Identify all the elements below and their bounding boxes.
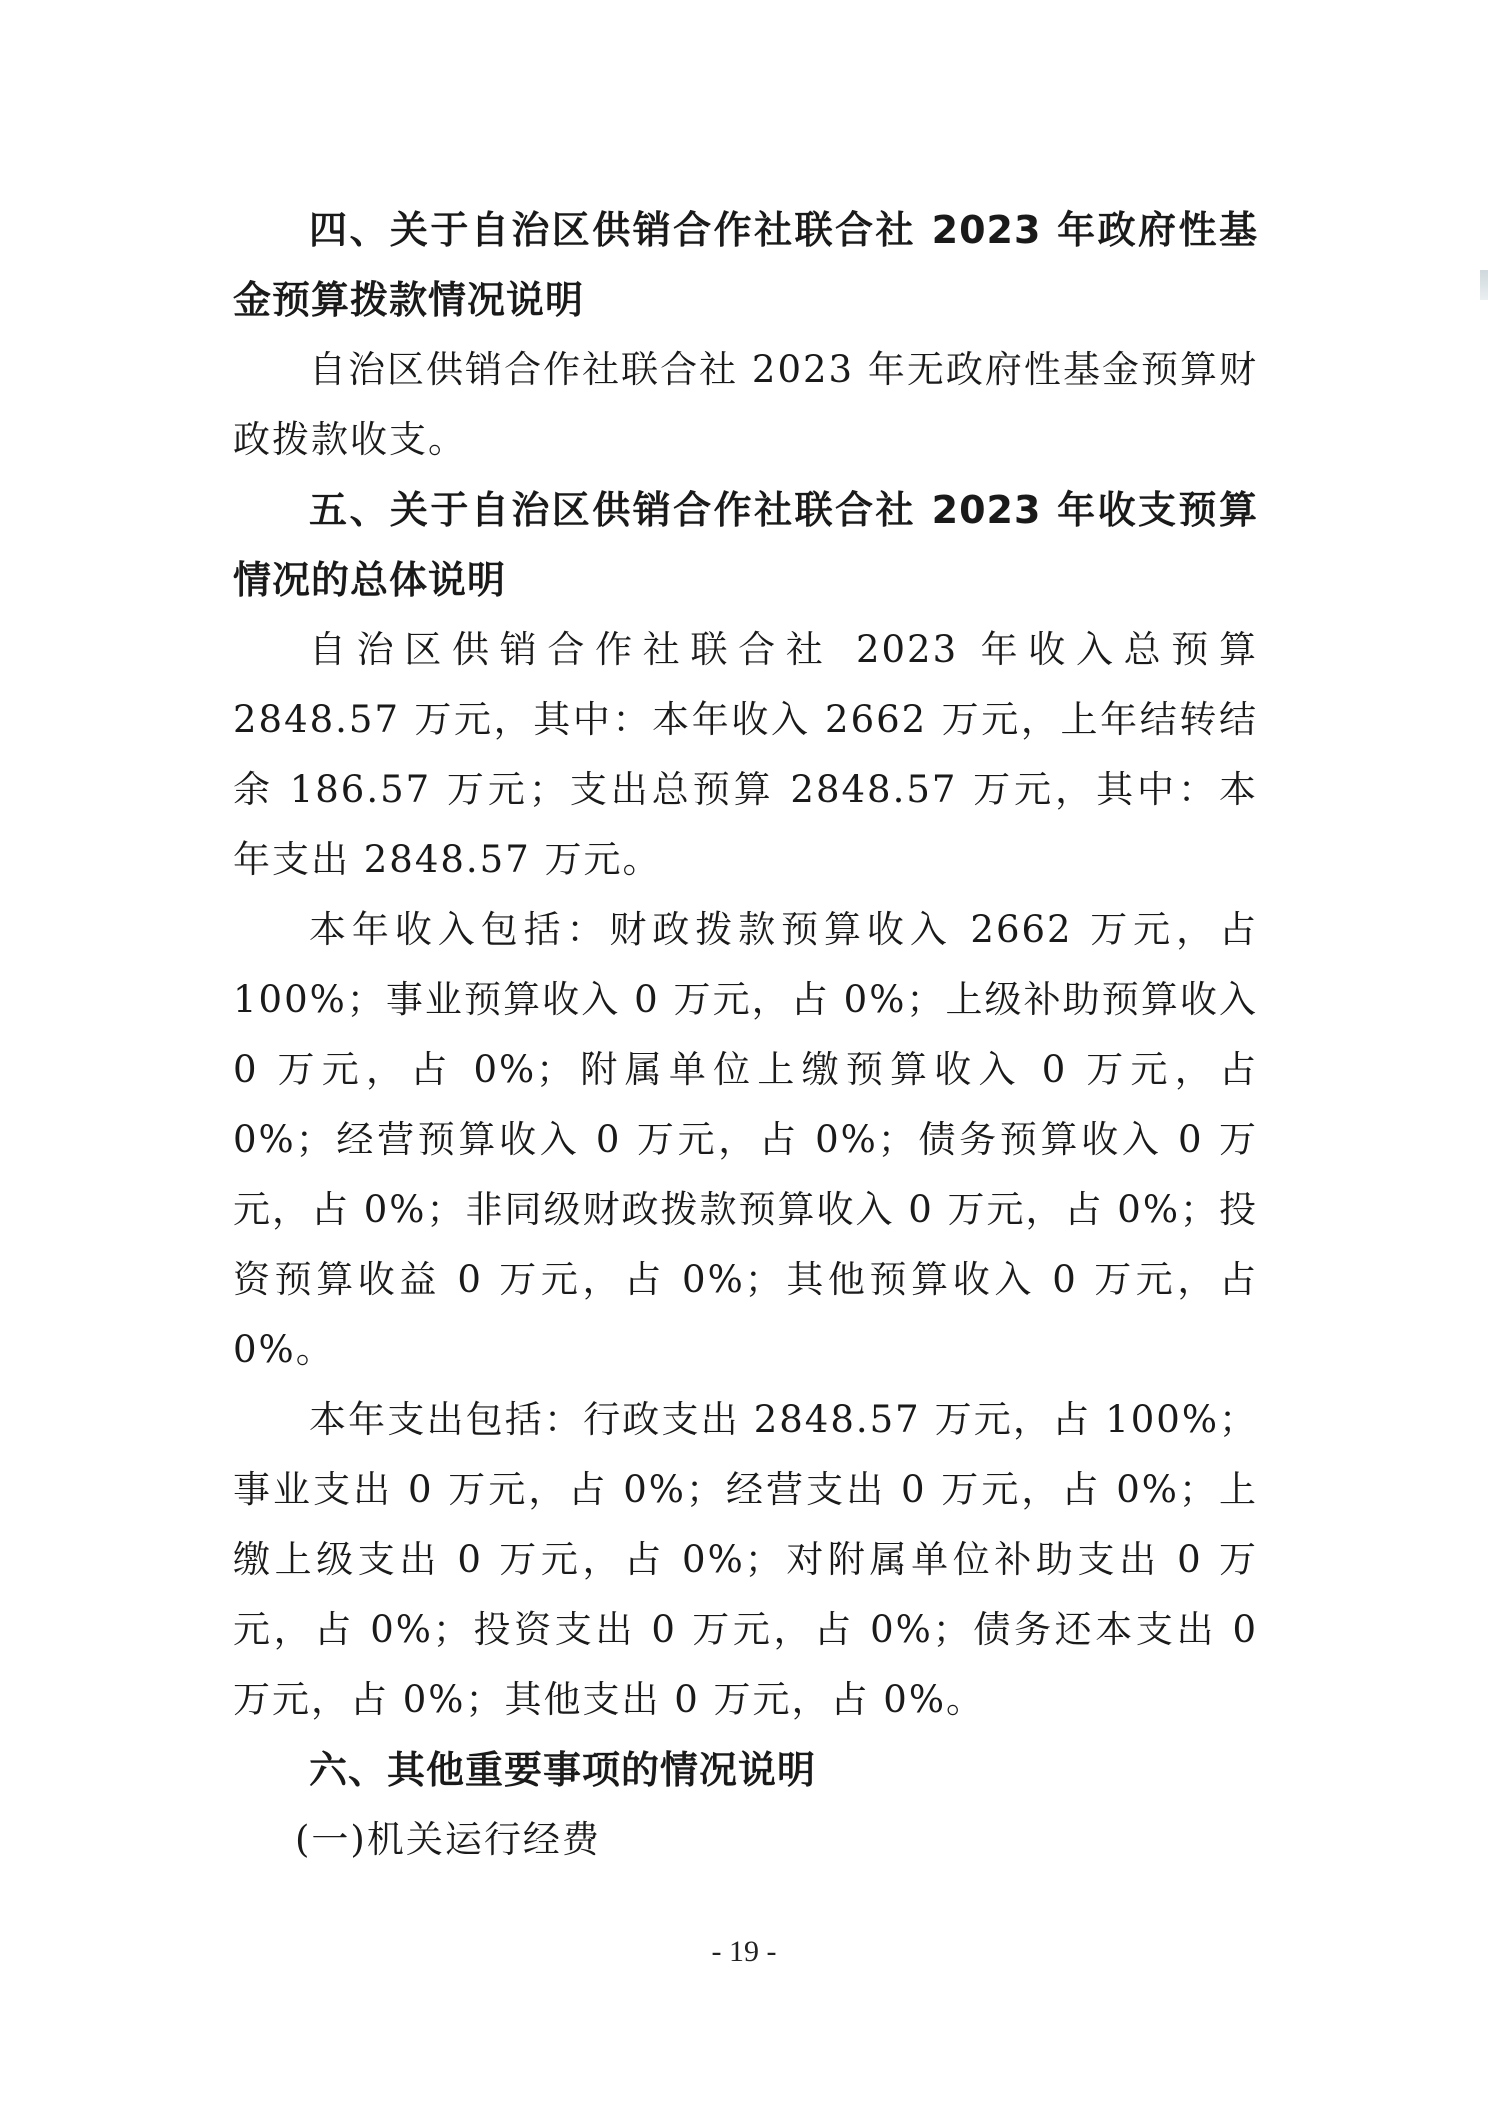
subsection-heading-1: (一)机关运行经费 (295, 1818, 601, 1861)
document-body (233, 195, 1258, 1875)
paragraph-expense-breakdown: 本年支出包括：行政支出 2848.57 万元，占 100%；事业支出 0 万元，占 0%；经营支出 0 万元，占 0%；上缴上级支出 0 万元，占 0%；对附属单位补助支出 0 万元，占 0%；投资支出 0 万元，占 0%；债务还本支出 0 万元，占 0%；其他支出 0 万元，占 0%。 (233, 1398, 1258, 1721)
paragraph-fund-budget: 自治区供销合作社联合社 2023 年无政府性基金预算财政拨款收支。 (233, 348, 1258, 461)
scan-edge-mark (1480, 270, 1488, 300)
paragraph-income-breakdown: 本年收入包括：财政拨款预算收入 2662 万元，占 100%；事业预算收入 0 万元，占 0%；上级补助预算收入 0 万元，占 0%；附属单位上缴预算收入 0 万元，占 0%；经营预算收入 0 万元，占 0%；债务预算收入 0 万元，占 0%；非同级财政拨款预算收入 0 万元，占 0%；投资预算收益 0 万元，占 0%；其他预算收入 0 万元，占 0%。 (233, 908, 1258, 1371)
section-heading-6: 六、其他重要事项的情况说明 (309, 1748, 817, 1792)
paragraph-total-budget: 自治区供销合作社联合社 2023 年收入总预算 2848.57 万元，其中：本年收入 2662 万元，上年结转结余 186.57 万元；支出总预算 2848.57 万元，其中：本年支出 2848.57 万元。 (233, 628, 1258, 881)
section-heading-5: 五、关于自治区供销合作社联合社 2023 年收支预算情况的总体说明 (233, 488, 1258, 602)
section-heading-4: 四、关于自治区供销合作社联合社 2023 年政府性基金预算拨款情况说明 (233, 208, 1258, 322)
page-number: - 19 - (711, 1935, 777, 1968)
